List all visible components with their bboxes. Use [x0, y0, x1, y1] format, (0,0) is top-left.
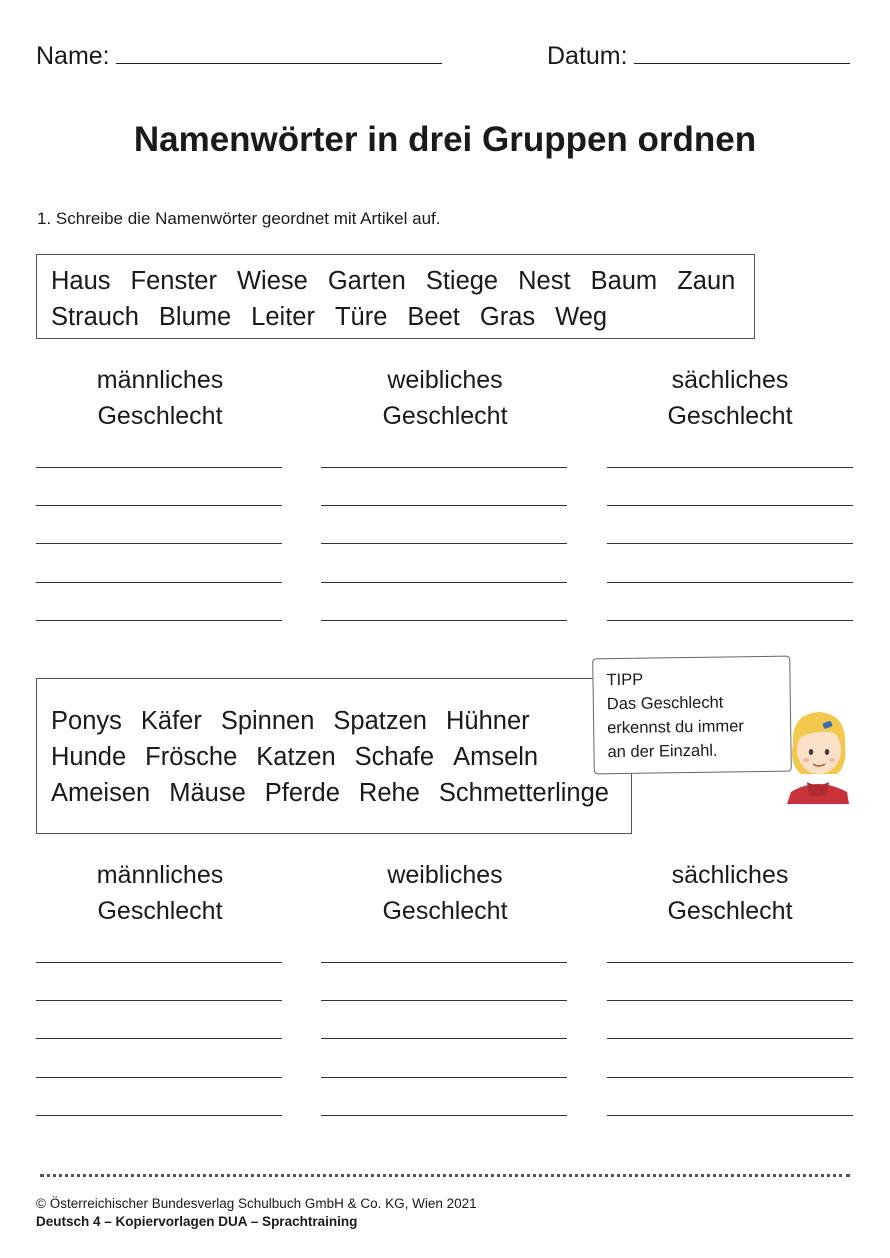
writing-line-female[interactable] — [321, 505, 567, 506]
column-heading-male — [35, 857, 285, 929]
writing-line-male[interactable] — [36, 467, 282, 468]
column-heading-female — [320, 362, 570, 434]
word: Fenster — [130, 267, 217, 295]
writing-line-male[interactable] — [36, 962, 282, 963]
page-title: Namenwörter in drei Gruppen ordnen — [133, 120, 757, 159]
word: Ponys — [51, 707, 122, 735]
writing-line-neuter[interactable] — [607, 505, 853, 506]
writing-line-male[interactable] — [36, 1077, 282, 1078]
tip-line: an der Einzahl. — [607, 741, 718, 762]
writing-line-neuter[interactable] — [607, 582, 853, 583]
date-field[interactable] — [547, 38, 850, 71]
writing-line-female[interactable] — [321, 543, 567, 544]
name-label: Name: — [36, 42, 110, 70]
word: Blume — [158, 303, 232, 331]
word: Ameisen — [51, 779, 151, 807]
word: Spinnen — [220, 707, 315, 735]
writing-line-neuter[interactable] — [607, 467, 853, 468]
writing-line-neuter[interactable] — [607, 962, 853, 963]
writing-line-male[interactable] — [36, 620, 282, 621]
word: Strauch — [51, 303, 139, 331]
word: Schafe — [354, 743, 435, 771]
column-heading-line: sächliches — [671, 366, 789, 394]
word: Hühner — [446, 707, 530, 735]
word-row — [51, 299, 754, 335]
writing-line-female[interactable] — [321, 467, 567, 468]
tip-card — [592, 656, 792, 775]
footer-series: Deutsch 4 – Kopiervorlagen DUA – Sprachtraining — [36, 1214, 358, 1229]
word-row — [51, 775, 631, 811]
name-input-line[interactable] — [116, 38, 442, 64]
word: Gras — [479, 303, 536, 331]
column-heading-line: Geschlecht — [382, 897, 508, 925]
column-heading-neuter — [605, 857, 855, 929]
word: Baum — [590, 267, 658, 295]
writing-line-neuter[interactable] — [607, 1038, 853, 1039]
writing-line-male[interactable] — [36, 1038, 282, 1039]
writing-line-neuter[interactable] — [607, 1000, 853, 1001]
writing-line-female[interactable] — [321, 1115, 567, 1116]
writing-line-neuter[interactable] — [607, 620, 853, 621]
writing-line-male[interactable] — [36, 582, 282, 583]
column-heading-line: Geschlecht — [382, 402, 508, 430]
writing-line-neuter[interactable] — [607, 1077, 853, 1078]
word: Hunde — [51, 743, 127, 771]
word-row — [51, 703, 631, 739]
word: Weg — [555, 303, 608, 331]
word-box-2 — [36, 678, 632, 834]
word: Käfer — [140, 707, 202, 735]
word: Katzen — [256, 743, 336, 771]
cut-line-divider — [40, 1174, 850, 1178]
writing-line-neuter[interactable] — [607, 1115, 853, 1116]
name-field[interactable] — [36, 38, 442, 71]
writing-line-female[interactable] — [321, 1000, 567, 1001]
word: Garten — [327, 267, 406, 295]
column-heading-line: männliches — [96, 861, 224, 889]
column-heading-line: Geschlecht — [97, 897, 223, 925]
tip-heading: TIPP — [606, 670, 644, 690]
word: Zaun — [677, 267, 736, 295]
column-heading-neuter — [605, 362, 855, 434]
word: Pferde — [264, 779, 340, 807]
word: Stiege — [425, 267, 499, 295]
word: Türe — [334, 303, 388, 331]
writing-line-female[interactable] — [321, 1038, 567, 1039]
writing-line-female[interactable] — [321, 582, 567, 583]
date-input-line[interactable] — [634, 38, 850, 64]
column-heading-line: Geschlecht — [667, 402, 793, 430]
writing-line-male[interactable] — [36, 1000, 282, 1001]
column-heading-line: weibliches — [387, 861, 503, 889]
word-row — [51, 739, 631, 775]
column-heading-line: Geschlecht — [667, 897, 793, 925]
word: Leiter — [251, 303, 315, 331]
writing-line-female[interactable] — [321, 620, 567, 621]
column-heading-male — [35, 362, 285, 434]
tip-line: Das Geschlecht — [606, 693, 724, 714]
instruction-text: 1. Schreibe die Namenwörter geordnet mit Artikel auf. — [37, 209, 441, 228]
writing-line-female[interactable] — [321, 1077, 567, 1078]
column-heading-female — [320, 857, 570, 929]
writing-line-male[interactable] — [36, 505, 282, 506]
word: Schmetterlinge — [438, 779, 609, 807]
tip-line: erkennst du immer — [607, 717, 744, 738]
column-heading-line: männliches — [96, 366, 224, 394]
word: Wiese — [236, 267, 308, 295]
column-heading-line: weibliches — [387, 366, 503, 394]
word: Rehe — [358, 779, 420, 807]
word: Mäuse — [169, 779, 246, 807]
girl-illustration — [777, 704, 855, 804]
word: Beet — [407, 303, 460, 331]
writing-line-male[interactable] — [36, 543, 282, 544]
word: Spatzen — [333, 707, 427, 735]
word: Amseln — [453, 743, 539, 771]
word-box-1 — [36, 254, 755, 339]
word: Frösche — [145, 743, 238, 771]
writing-line-male[interactable] — [36, 1115, 282, 1116]
column-heading-line: sächliches — [671, 861, 789, 889]
footer-copyright: © Österreichischer Bundesverlag Schulbuch GmbH & Co. KG, Wien 2021 — [36, 1196, 477, 1211]
word: Nest — [518, 267, 571, 295]
column-heading-line: Geschlecht — [97, 402, 223, 430]
writing-line-neuter[interactable] — [607, 543, 853, 544]
word: Haus — [51, 267, 111, 295]
date-label: Datum: — [547, 42, 628, 70]
word-row — [51, 263, 754, 299]
writing-line-female[interactable] — [321, 962, 567, 963]
